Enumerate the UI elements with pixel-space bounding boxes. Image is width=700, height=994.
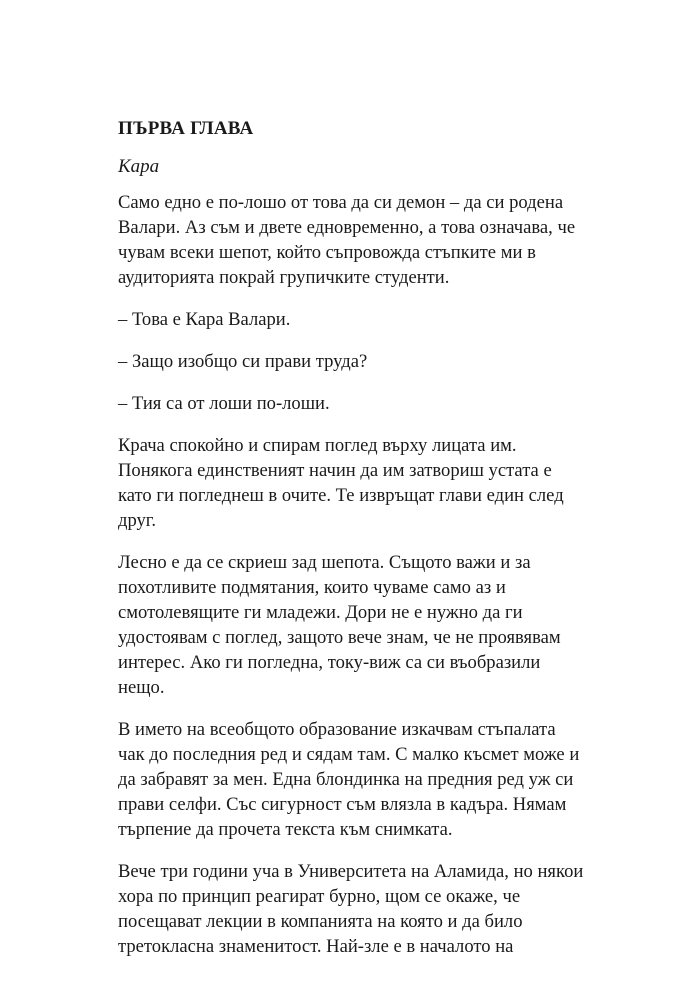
dialogue-line [118,307,598,332]
text-line: удостоявам с поглед, защото вече знам, че не проявявам [118,627,561,648]
text-line: интерес. Ако ги погледна, току-виж са си въобразили [118,652,541,673]
chapter-title: ПЪРВА ГЛАВА [118,118,254,139]
text-line: Крача спокойно и спирам поглед върху лицата им. [118,435,517,456]
text-line: друг. [118,510,156,531]
text-line: Лесно е да се скриеш зад шепота. Същото важи и за [118,552,531,573]
text-line: смотолевящите ги младежи. Дори не е нужно да ги [118,602,523,623]
body-text [118,190,598,976]
text-line: нещо. [118,677,165,698]
paragraph [118,717,598,842]
text-line: – Това е Кара Валари. [118,309,291,330]
paragraph [118,433,598,533]
text-line: похотливите подмятания, които чуваме само аз и [118,577,506,598]
text-line: Понякога единственият начин да им затвориш устата е [118,460,552,481]
text-line: чак до последния ред и сядам там. С малко късмет може и [118,744,580,765]
text-line: Вече три години уча в Университета на Аламида, но някои [118,861,584,882]
text-line: В името на всеобщото образование изкачвам стъпалата [118,719,556,740]
text-line: аудиторията покрай групичките студенти. [118,267,450,288]
text-line: – Защо изобщо си прави труда? [118,351,368,372]
dialogue-line [118,349,598,374]
text-line: третокласна знаменитост. Най-зле е в началото на [118,936,514,957]
text-line: прави селфи. Със сигурност съм влязла в кадъра. Нямам [118,794,567,815]
text-line: посещават лекции в компанията на която и да било [118,911,523,932]
text-line: като ги погледнеш в очите. Те извръщат глави един след [118,485,564,506]
text-line: – Тия са от лоши по-лоши. [118,393,330,414]
paragraph [118,550,598,700]
text-line: чувам всеки шепот, който съпровожда стъпките ми в [118,242,536,263]
text-line: хора по принцип реагират бурно, щом се окаже, че [118,886,521,907]
text-line: да забравят за мен. Една блондинка на предния ред уж си [118,769,574,790]
paragraph [118,859,598,959]
text-line: Валари. Аз съм и двете едновременно, а това означава, че [118,217,576,238]
paragraph [118,190,598,290]
dialogue-line [118,391,598,416]
pov-character: Кара [118,156,160,177]
text-line: Само едно е по-лошо от това да си демон – да си родена [118,192,564,213]
text-line: търпение да прочета текста към снимката. [118,819,453,840]
